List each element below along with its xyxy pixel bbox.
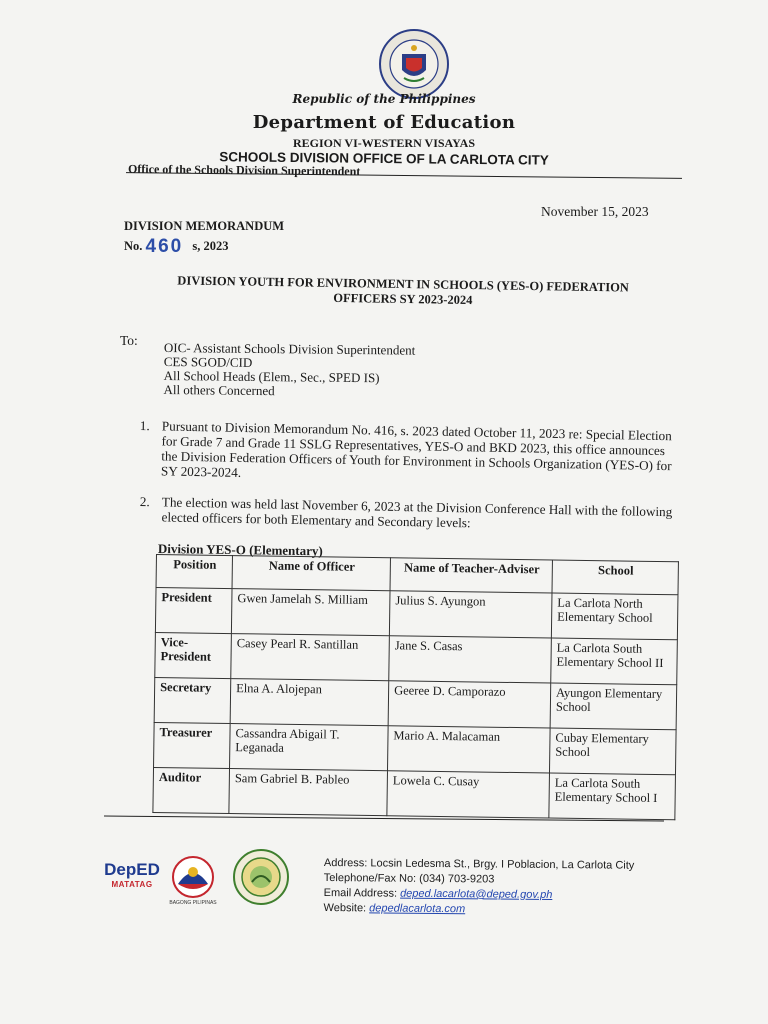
footer-logos <box>104 848 314 908</box>
memo-series: s, 2023 <box>192 239 229 253</box>
table-row <box>154 677 677 729</box>
bagong-pilipinas-caption: BAGONG PILIPINAS <box>169 900 217 906</box>
header-adviser: Name of Teacher-Adviser <box>390 558 552 593</box>
recipient-list <box>163 341 415 400</box>
table-row <box>154 722 677 774</box>
table-caption: Division YES-O (Elementary) <box>157 541 323 559</box>
cell-position: Auditor <box>153 767 230 813</box>
cell-school: La Carlota South Elementary School I <box>549 773 676 820</box>
header-position: Position <box>156 555 232 589</box>
contact-phone: Telephone/Fax No: (034) 703-9203 <box>323 871 495 886</box>
cell-school: Cubay Elementary School <box>549 728 676 775</box>
cell-school: Ayungon Elementary School <box>550 683 677 730</box>
bagong-pilipinas-logo <box>168 854 218 906</box>
email-label: Email Address: <box>323 886 401 900</box>
recipient-item: All others Concerned <box>163 381 275 399</box>
officers-table <box>152 554 679 820</box>
cell-adviser: Julius S. Ayungon <box>389 591 552 638</box>
cell-adviser: Geeree D. Camporazo <box>388 681 551 728</box>
website-link[interactable]: depedlacarlota.com <box>369 902 466 916</box>
contact-block <box>323 856 634 919</box>
website-label: Website: <box>323 901 370 915</box>
paragraph-2 <box>139 494 675 534</box>
division-seal-icon <box>232 848 290 906</box>
deped-seal-icon <box>378 28 450 100</box>
contact-address: Address: Locsin Ledesma St., Brgy. I Poblacion, La Carlota City <box>323 856 635 872</box>
paragraph-number: 2. <box>139 494 150 510</box>
cell-officer: Gwen Jamelah S. Milliam <box>231 589 390 636</box>
header-department: Department of Education <box>252 112 516 133</box>
cell-school: La Carlota North Elementary School <box>551 593 678 640</box>
table-row <box>155 632 678 684</box>
cell-adviser: Mario A. Malacaman <box>387 726 550 773</box>
bagong-pilipinas-icon <box>168 854 218 900</box>
memo-title-line1: DIVISION YOUTH FOR ENVIRONMENT IN SCHOOLS (YES-O) FEDERATION <box>177 273 629 295</box>
header-region: REGION VI-WESTERN VISAYAS <box>292 136 476 150</box>
contact-website-row <box>323 901 634 919</box>
table-row <box>155 588 678 640</box>
header-school: School <box>552 560 678 595</box>
memo-date: November 15, 2023 <box>541 204 649 219</box>
recipient-item: All School Heads (Elem., Sec., SPED IS) <box>163 367 380 386</box>
memo-number <box>124 234 228 256</box>
paragraph-text: The election was held last November 6, 2023 at the Division Conference Hall with the following elected officers for both Elementary and Secondary levels: <box>161 494 673 531</box>
memo-title-line2: OFFICERS SY 2023-2024 <box>333 290 473 308</box>
cell-position: Vice-President <box>155 632 232 678</box>
cell-officer: Elna A. Alojepan <box>230 679 389 726</box>
cell-school: La Carlota South Elementary School II <box>551 638 678 685</box>
paragraph-text: Pursuant to Division Memorandum No. 416, s. 2023 dated October 11, 2023 re: Special Election for Grade 7 and Grade 11 SSLG Representatives, YES-O and BKD 2023, this office announces the Division Federation Officers of Youth for Environment in Schools Organization (YES-O) for SY 2023-2024. <box>160 418 672 480</box>
recipient-item: CES SGOD/CID <box>163 353 253 370</box>
memo-title <box>140 273 666 311</box>
cell-position: Treasurer <box>154 722 231 768</box>
paragraph-1 <box>139 418 676 488</box>
cell-position: Secretary <box>154 677 231 723</box>
memo-number-stamp: 460 <box>145 236 184 257</box>
memo-number-prefix: No. <box>124 239 143 253</box>
cell-adviser: Jane S. Casas <box>389 636 552 683</box>
cell-adviser: Lowela C. Cusay <box>387 771 550 818</box>
recipient-item: OIC- Assistant Schools Division Superintendent <box>163 340 416 358</box>
to-label: To: <box>120 333 138 348</box>
header-office: Office of the Schools Division Superintendent <box>127 161 361 179</box>
email-link[interactable]: deped.lacarlota@deped.gov.ph <box>400 887 553 901</box>
memo-label: DIVISION MEMORANDUM <box>124 219 285 233</box>
header-officer: Name of Officer <box>232 556 390 591</box>
header-republic: Republic of the Philippines <box>292 92 476 106</box>
cell-officer: Casey Pearl R. Santillan <box>231 634 390 681</box>
deped-logo-text: DepED <box>104 860 160 879</box>
header-division: SCHOOLS DIVISION OFFICE OF LA CARLOTA CITY <box>219 149 549 168</box>
paragraph-number: 1. <box>139 418 150 434</box>
deped-logo <box>104 860 160 889</box>
cell-position: President <box>155 588 232 634</box>
cell-officer: Cassandra Abigail T. Leganada <box>230 724 389 771</box>
cell-officer: Sam Gabriel B. Pableo <box>229 769 388 816</box>
table-row <box>153 767 676 819</box>
matatag-tag: MATATAG <box>111 880 153 889</box>
